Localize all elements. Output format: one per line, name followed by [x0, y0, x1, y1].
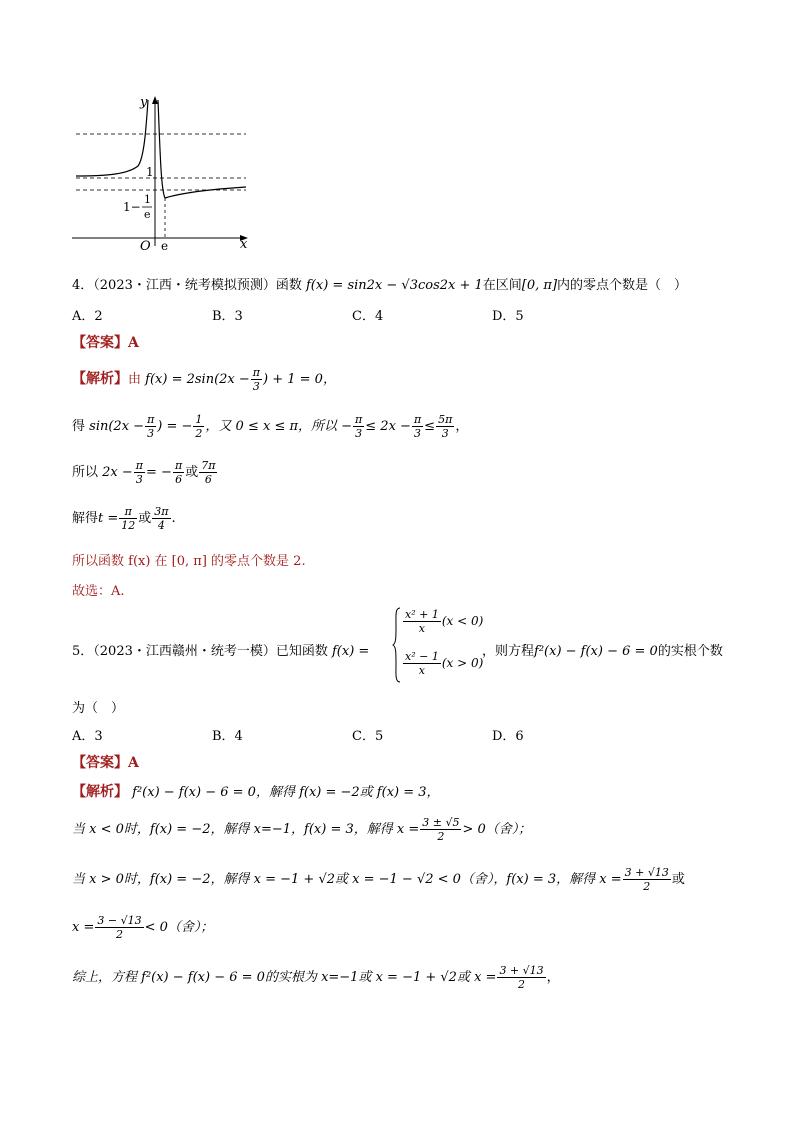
frac-num: 3π — [154, 505, 169, 518]
frac-den: 3 — [147, 427, 155, 440]
frac-num: 3 + √13 — [624, 866, 669, 879]
q4-stem — [72, 274, 687, 293]
function-graph — [68, 90, 258, 250]
q5-s5-b: ， — [546, 970, 560, 985]
q5-suffix-a: ，则方程 — [482, 644, 535, 659]
q4-analysis-line4 — [72, 505, 176, 532]
q5-s5-frac — [497, 964, 545, 991]
q4-l3-frac2 — [173, 459, 184, 486]
frac-den: 3 — [414, 427, 422, 440]
q5-option-d[interactable]: D．6 — [492, 729, 524, 744]
x-axis-label: x — [240, 237, 248, 250]
q5-case2-frac — [403, 650, 441, 677]
q4-l4-c: 或 — [138, 511, 152, 526]
frac-den: 3 — [135, 473, 143, 486]
frac-num: π — [252, 366, 261, 379]
q4-l2-frac5 — [436, 413, 454, 440]
q4-l2-a: 得 — [72, 419, 86, 434]
frac-num: π — [135, 459, 144, 472]
q5-case1-frac — [403, 608, 441, 635]
frac-num: π — [147, 413, 155, 426]
q4-mid: 在区间 — [482, 278, 522, 293]
frac-num: 1 — [195, 413, 203, 426]
q4-option-d[interactable]: D．5 — [492, 309, 524, 324]
low-label-prefix: 1− — [123, 200, 141, 214]
low-label-num: 1 — [144, 193, 151, 206]
frac-den: 2 — [115, 928, 123, 941]
q4-l2-frac1 — [145, 413, 156, 440]
q5-stem-line2: 为（ ） — [72, 701, 125, 716]
q4-options — [72, 305, 632, 324]
q5-s5-a: 综上，方程 f²(x) − f(x) − 6 = 0的实根为 x=−1或 x = −1 + √2或 x = — [72, 970, 497, 985]
one-label: 1 — [146, 165, 154, 179]
q5-piecewise — [392, 606, 484, 684]
q4-l1-b: f(x) = 2sin(2x − — [145, 372, 250, 387]
q5-stem-suffix — [482, 640, 723, 659]
frac-num: π — [355, 413, 363, 426]
q4-analysis-line6: 故选：A. — [72, 584, 125, 599]
frac-den: 2 — [437, 830, 445, 843]
q5-f-label: f(x) = — [332, 644, 370, 659]
q4-analysis-label: 【解析】 — [72, 371, 128, 387]
q5-analysis-label: 【解析】 — [72, 784, 128, 800]
q4-l2-b: sin(2x − — [89, 419, 145, 434]
q4-analysis-line5: 所以函数 f(x) 在 [0, π] 的零点个数是 2. — [72, 554, 306, 569]
q5-s3-a: 当 x > 0时，f(x) = −2，解得 x = −1 + √2或 x = −1 − √2 < 0（舍），f(x) = 3，解得 x = — [72, 872, 622, 887]
q4-prefix: 4．（2023・江西・统考模拟预测）函数 — [72, 278, 302, 293]
q4-l3-frac1 — [134, 459, 145, 486]
low-label-den: e — [144, 208, 151, 221]
q5-stem — [72, 640, 369, 659]
q4-l3-c: = − — [146, 465, 172, 480]
q4-l2-frac4 — [412, 413, 423, 440]
e-label: e — [161, 239, 169, 250]
q5-analysis-line4 — [72, 914, 213, 941]
q4-l2-g: ， — [455, 419, 469, 434]
q5-s2-frac — [420, 816, 461, 843]
q5-s4-b: < 0（舍）； — [144, 920, 214, 935]
q4-l3-b: 2x − — [102, 465, 133, 480]
curve-left-branch — [76, 100, 148, 176]
q5-s1: f²(x) − f(x) − 6 = 0，解得 f(x) = −2或 f(x) = 3， — [132, 785, 440, 800]
brace-icon — [392, 606, 402, 684]
q4-function: f(x) = sin2x − √3cos2x + 1 — [306, 278, 483, 293]
q4-l3-a: 所以 — [72, 465, 99, 480]
q5-s4-frac — [95, 914, 143, 941]
frac-den: 3 — [355, 427, 363, 440]
q5-suffix-b: 的实根个数 — [657, 644, 723, 659]
q5-case2 — [402, 650, 483, 677]
q4-interval: [0, π] — [521, 278, 558, 293]
q5-s3-b: 或 — [671, 872, 685, 887]
q5-option-c[interactable]: C．5 — [352, 729, 384, 744]
frac-den: 4 — [157, 519, 165, 532]
frac-num: x² − 1 — [405, 650, 439, 663]
origin-label: O — [140, 239, 151, 250]
frac-num: x² + 1 — [405, 608, 439, 621]
q4-option-a[interactable]: A．2 — [72, 309, 103, 324]
frac-num: π — [174, 459, 183, 472]
q5-option-a[interactable]: A．3 — [72, 729, 103, 744]
q4-l1-c: ) + 1 = 0， — [263, 372, 336, 387]
q5-case1 — [402, 608, 483, 635]
frac-num: π — [413, 413, 422, 426]
frac-num: 3 − √13 — [97, 914, 142, 927]
q5-analysis-line2 — [72, 816, 531, 843]
q5-case1-cond: (x < 0) — [441, 614, 484, 628]
frac-num: 3 + √13 — [499, 964, 544, 977]
frac-den: 6 — [175, 473, 183, 486]
q4-l4-frac2 — [152, 505, 170, 532]
frac-den: 3 — [252, 380, 260, 393]
q5-option-b[interactable]: B．4 — [212, 729, 243, 744]
y-axis-label: y — [140, 95, 148, 110]
q4-l4-d: . — [171, 511, 176, 526]
q4-option-c[interactable]: C．4 — [352, 309, 384, 324]
q4-answer: 【答案】A — [72, 335, 139, 351]
q5-s2-a: 当 x < 0时，f(x) = −2，解得 x=−1，f(x) = 3，解得 x = — [72, 822, 420, 837]
q4-l2-e: ≤ 2x − — [365, 419, 411, 434]
q4-analysis-line3 — [72, 459, 218, 486]
q4-l4-b: t = — [98, 511, 119, 526]
q4-l2-frac3 — [353, 413, 364, 440]
q5-analysis-line3 — [72, 866, 685, 893]
frac-num: 5π — [438, 413, 453, 426]
frac-num: 3 ± √5 — [422, 816, 460, 829]
q4-suffix: 内的零点个数是（ ） — [557, 278, 688, 293]
q5-analysis-line1 — [72, 781, 440, 801]
q4-analysis-line1 — [72, 366, 336, 393]
frac-num: 7π — [201, 459, 216, 472]
q4-l4-a: 解得 — [72, 511, 99, 526]
q4-l2-f: ≤ — [424, 419, 436, 434]
q5-prefix: 5．（2023・江西赣州・统考一模）已知函数 — [72, 644, 328, 659]
q4-l1-a: 由 — [128, 372, 142, 387]
curve-right-branch — [158, 100, 246, 198]
frac-den: 3 — [441, 427, 449, 440]
q5-s4-a: x = — [72, 920, 95, 935]
q4-analysis-line2 — [72, 413, 468, 440]
frac-den: 12 — [121, 519, 136, 532]
q4-l3-frac3 — [199, 459, 217, 486]
q5-analysis-line5 — [72, 964, 560, 991]
q5-equation: f²(x) − f(x) − 6 = 0 — [534, 644, 658, 659]
q4-l2-d: ，又 0 ≤ x ≤ π，所以 − — [205, 419, 353, 434]
q4-l1-frac — [251, 366, 262, 393]
frac-den: 2 — [643, 880, 651, 893]
q4-l2-frac2 — [193, 413, 204, 440]
y-axis-arrow — [152, 96, 158, 104]
q4-option-b[interactable]: B．3 — [212, 309, 243, 324]
q4-l2-c: ) = − — [157, 419, 193, 434]
q5-answer: 【答案】A — [72, 755, 139, 771]
q5-options — [72, 725, 632, 744]
frac-den: 2 — [195, 427, 203, 440]
q4-l4-frac1 — [119, 505, 137, 532]
frac-den: x — [418, 664, 426, 677]
frac-den: 2 — [518, 978, 526, 991]
q5-s2-b: > 0（舍）； — [462, 822, 532, 837]
q4-l3-d: 或 — [185, 465, 199, 480]
q5-s3-frac — [623, 866, 671, 893]
frac-den: 6 — [204, 473, 212, 486]
frac-den: x — [418, 622, 426, 635]
frac-num: π — [119, 505, 137, 519]
q5-case2-cond: (x > 0) — [441, 656, 484, 670]
